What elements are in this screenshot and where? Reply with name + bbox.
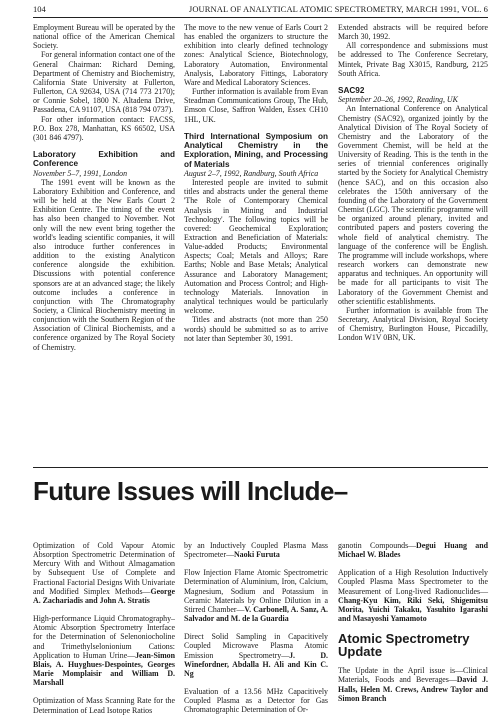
list-item: Direct Solid Sampling in Capacitively Coupled Microwave Plasma Atomic Emission Spectrometry—J. D. Winefordner, Abdalla H. Ali and Kin C. Ng (184, 632, 328, 678)
paragraph: For other information contact: FACSS, P.O. Box 278, Manhattan, KS 66502, USA (301 846 4797). (33, 114, 175, 142)
section-heading: SAC92 (338, 85, 365, 95)
section-heading: Third International Symposium on Analytical Chemistry in the Exploration, Mining, and Processing of Materials (184, 131, 328, 169)
paragraph: For general information contact one of the General Chairman: Richard Deming, Department of Chemistry and Biochemistry, California State University at Fullerton, Fullerton, CA 92634, USA (714 773 2170); or Connie Sobel, 1800 N. Altadena Drive, Passadena, CA 91107, USA (818 794 0737). (33, 50, 175, 115)
future-column-3 (338, 541, 488, 712)
paragraph: Further information is available from The Secretary, Analytical Division, Royal Society of Chemistry, Burlington House, Piccadilly, London W1V 0BN, UK. (338, 305, 488, 343)
future-column-1 (33, 541, 175, 724)
list-item: Application of a High Resolution Inductively Coupled Plasma Mass Spectrometer to the Measurement of Long-lived Radionuclides—Chang-Kyu Kim, Riki Seki, Shigemitsu Morita, Yuichi Takaku, Yasuhito Igarashi and Masayoshi Yamamoto (338, 568, 488, 624)
paragraph: The 1991 event will be known as the Laboratory Exhibition and Conference, and will be held at the New Earls Court 2 Exhibition Centre. The timing of the event has also been changed to November. Not only will the new event bring together the world's leading scientific companies, it will also introduce further conferences in addition to the existing Analyticon conference alongside the exhibition. Discussions with potential conference sponsors are at an advanced stage; the likely outcome includes a conference in conjunction with The Chromatography Society, a Clinical Biochemistry meeting in conjunction with the Southern Region of the Association of Clinical Biochemists, and a conference organized by The Royal Society of Chemistry. (33, 177, 175, 352)
event-date: November 5–7, 1991, London (33, 168, 128, 178)
paragraph: Employment Bureau will be operated by the national office of the American Chemical Society. (33, 23, 175, 51)
header-rule (33, 17, 488, 18)
event-date: September 20–26, 1992, Reading, UK (338, 95, 458, 105)
future-column-2 (184, 541, 328, 724)
paragraph: Extended abstracts will be required before March 30, 1992. (338, 23, 488, 42)
paragraph: The move to the new venue of Earls Court 2 has enabled the organizers to structure the exhibition into clearly defined technology zones: Analytical Science, Biotechnology, Laboratory Automation, Environmental Analysis, Laboratory Fittings, Laboratory Ware and Medical Laboratory Sciences. (184, 23, 328, 87)
column-2 (184, 23, 328, 343)
running-header (33, 2, 488, 16)
paragraph: Interested people are invited to submit titles and abstracts under the general theme 'The Role of Contemporary Chemical Analysis in Mining and Industrial Technology'. The following topics will be covered: Geochemical Exploration; Extraction and Beneficiation of Materials: Value-added Products; Environmental Aspects; Coal; Metals and Alloys; Rare Earths; Noble and Base Metals; Analytical Assurance and Laboratory Management; Automation and Process Control; and High-technology Materials. Innovation in analytical techniques would be particularly welcome. (184, 178, 328, 316)
column-3 (338, 23, 488, 342)
section-rule (33, 467, 488, 468)
update-text: The Update in the April issue is—Clinical Materials, Foods and Beverages—David J. Halls, Helen M. Crews, Andrew Taylor and Simon Branch (338, 666, 488, 703)
list-item: by an Inductively Coupled Plasma Mass Spectrometer—Naoki Furuta (184, 541, 328, 560)
list-item: Optimization of Mass Scanning Rate for the Determination of Lead Isotope Ratios (33, 696, 175, 715)
list-item: ganotin Compounds—Degui Huang and Michael W. Blades (338, 541, 488, 560)
paragraph: An International Conference on Analytical Chemistry (SAC92), organized jointly by the Analytical Division of The Royal Society of Chemistry and the Laboratory of the Government Chemist, will be held at the University of Reading. This is the tenth in the series of triennial conferences originally started by the Society for Analytical Chemistry (hence SAC), and on this occasion also celebrates the 150th anniversary of the founding of the Laboratory of the Government Chemist (LGC). The scientific programme will be organized around plenary, invited and contributed papers and posters covering the whole field of analytical chemistry. The language of the conference will be English. The programme will include workshops, where research workers can demonstrate new apparatus and techniques. An opportunity will be made for all participants to visit The Laboratory of the Government Chemist and other scientific establishments. (338, 104, 488, 306)
list-item: Evaluation of a 13.56 MHz Capacitively Coupled Plasma as a Detector for Gas Chromatographic Determination of Or- (184, 687, 328, 715)
paragraph: Further information is available from Evan Steadman Communications Group, The Hub, Emson Close, Saffron Walden, Essex CH10 1HL, UK. (184, 87, 328, 124)
list-item: Optimization of Cold Vapour Atomic Absorption Spectrometric Determination of Mercury With and Without Almagamation by Subsequent Use of Complete and Fractional Factorial Designs With Univariate and Modified Simplex Methods—George A. Zachariadis and John A. Stratis (33, 541, 175, 605)
update-heading: Atomic Spectrometry Update (338, 631, 470, 660)
event-date: August 2–7, 1992, Randburg, South Africa (184, 168, 319, 178)
paragraph: All correspondence and submissions must be addressed to The Conference Secretary, Mintek, Private Bag X3015, Randburg, 2125 South Africa. (338, 41, 488, 78)
paragraph: Titles and abstracts (not more than 250 words) should be submitted so as to arrive not later than September 30, 1991. (184, 315, 328, 343)
list-item: Flow Injection Flame Atomic Spectrometric Determination of Aluminium, Iron, Calcium, Magnesium, Sodium and Potassium in Ceramic Materials by Online Dilution in a Stirred Chamber—V. Carbonell, A. Sanz, A. Salvador and M. de la Guardia (184, 568, 328, 624)
journal-title: JOURNAL OF ANALYTICAL ATOMIC SPECTROMETRY, MARCH 1991, VOL. 6 (188, 4, 488, 14)
page-number: 104 (33, 4, 46, 14)
column-1 (33, 23, 175, 352)
future-issues-heading: Future Issues will Include– (33, 476, 348, 506)
list-item: High-performance Liquid Chromatography–Atomic Absorption Spectrometry Interface for the Determination of Selenonіocholine and Trimethylselonionium Cations: Application to Human Urine—Jean-Simon Blais, A. Huyghues-Despointes, Georges Marie Momplaisir and William D. Marshall (33, 614, 175, 688)
section-heading: Laboratory Exhibition and Conference (33, 150, 175, 169)
